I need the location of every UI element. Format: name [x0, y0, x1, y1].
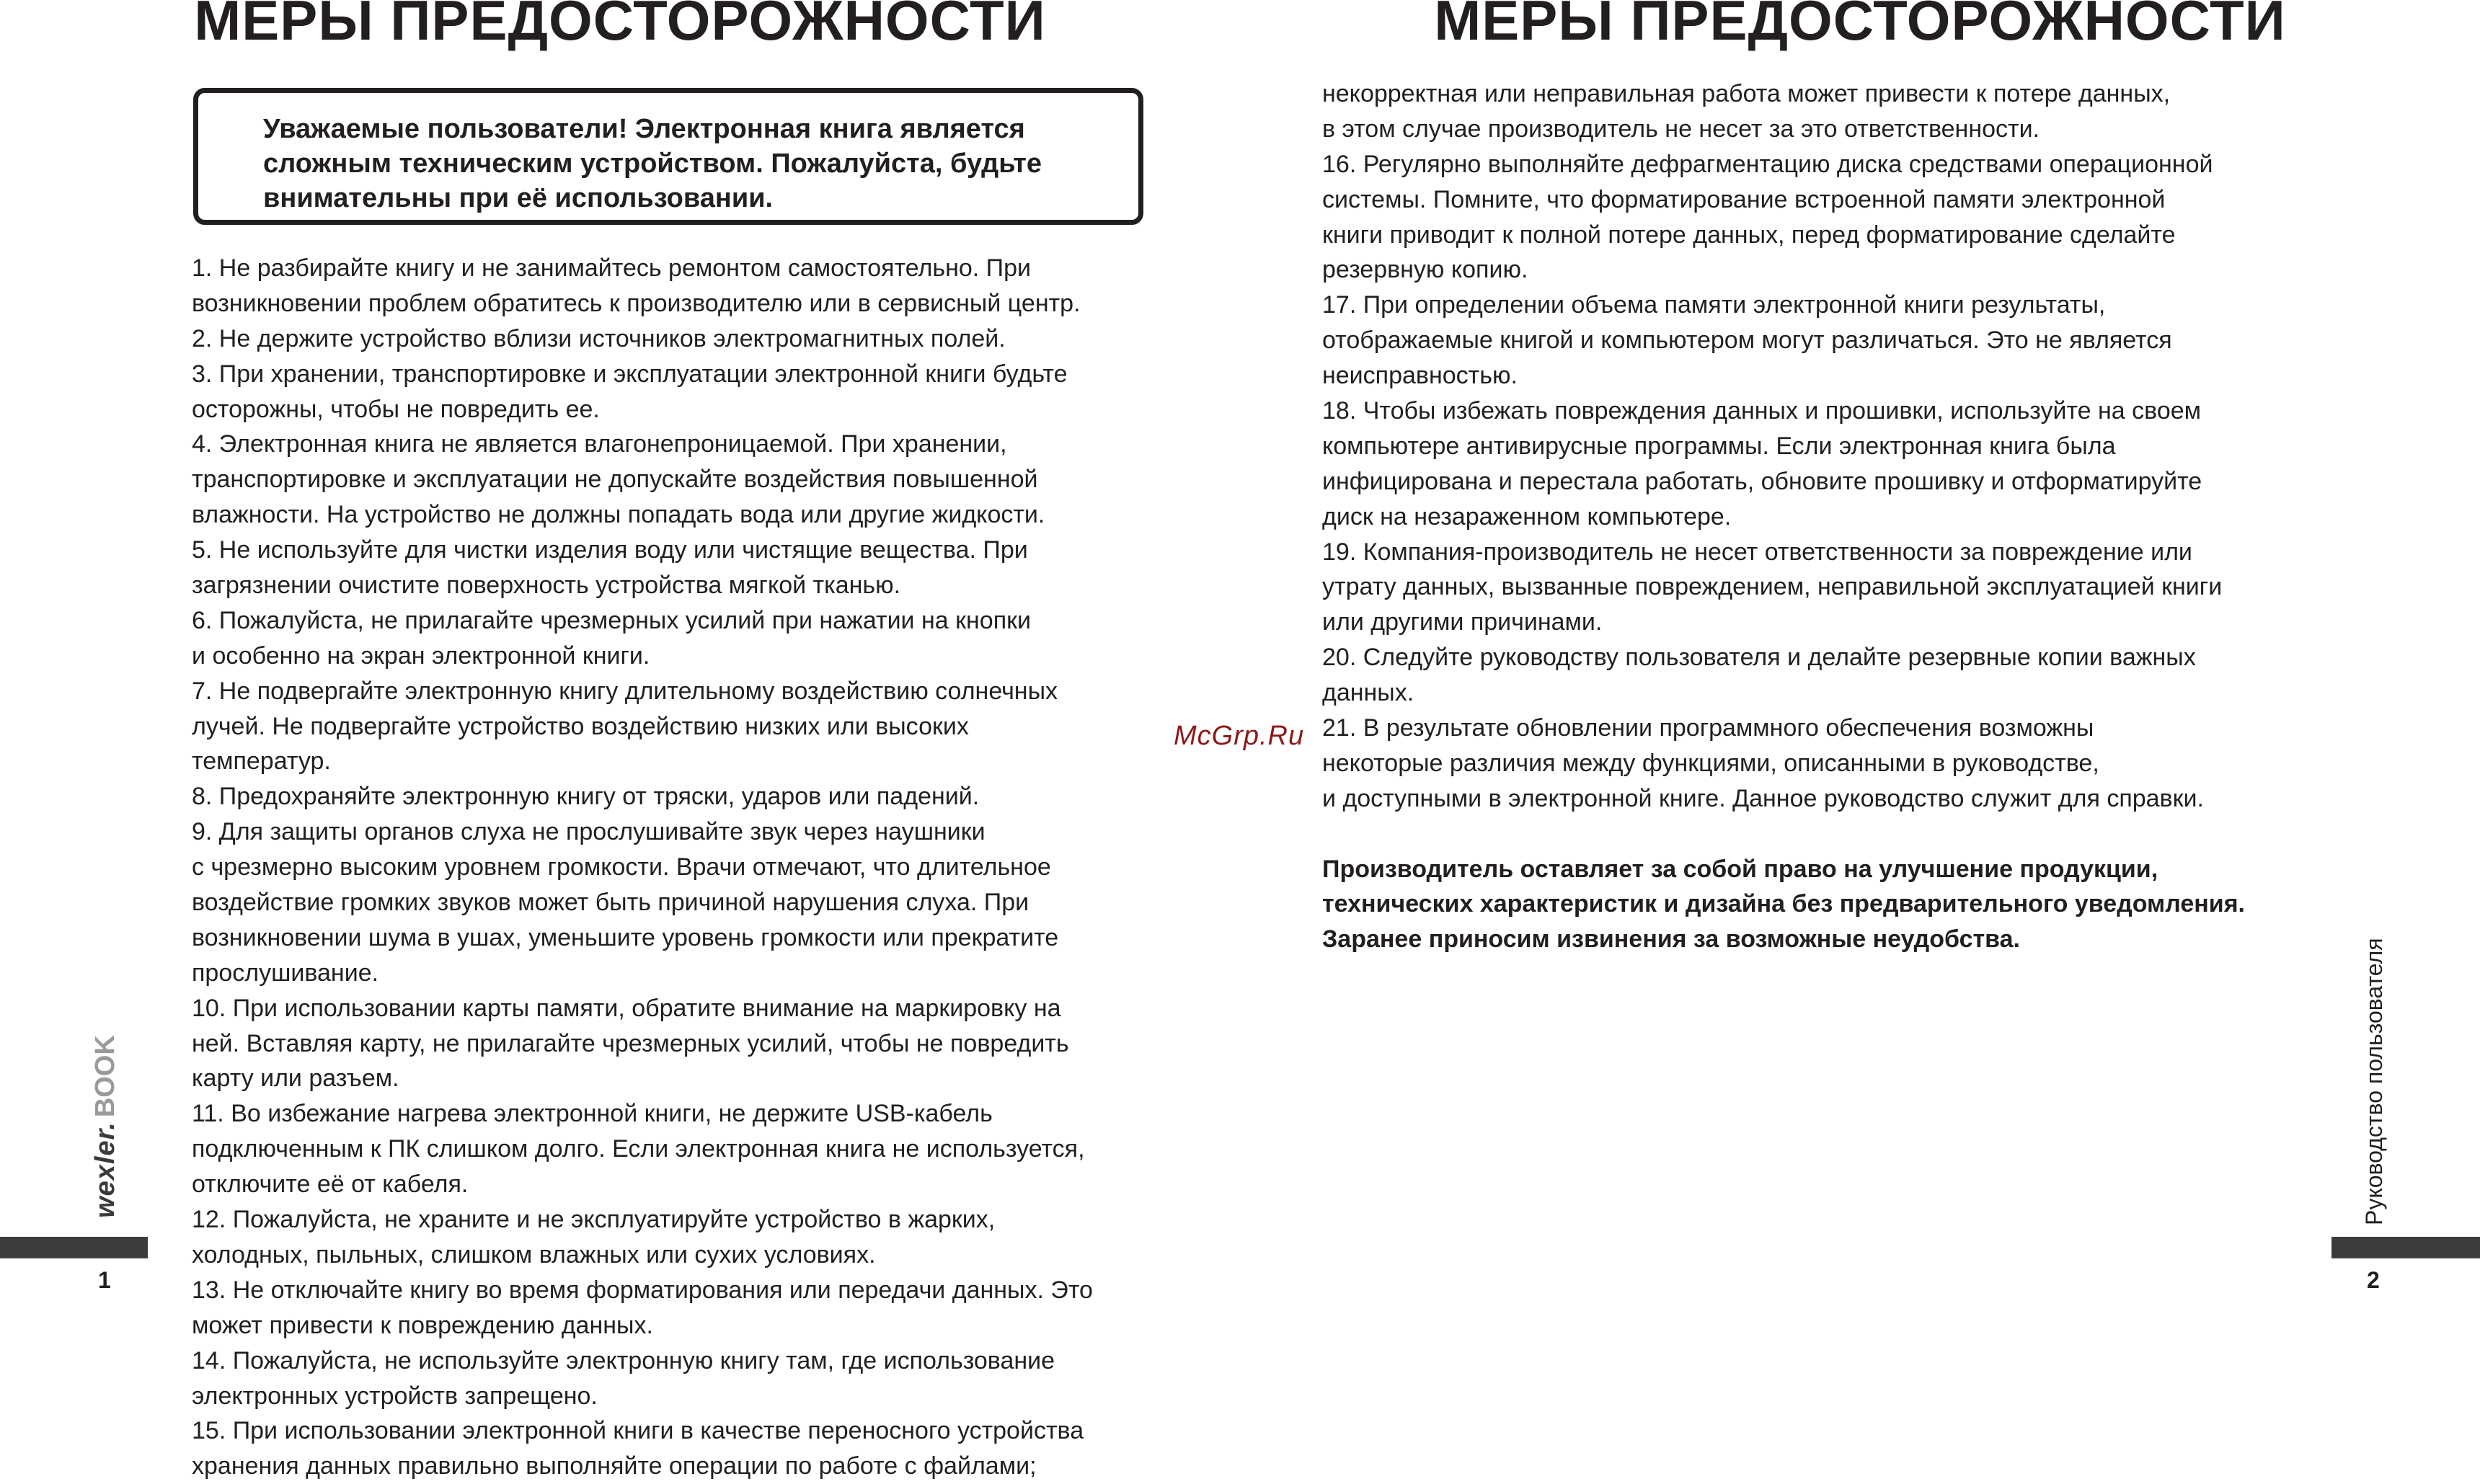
- text-line: прослушивание.: [192, 959, 379, 987]
- text-line: 18. Чтобы избежать повреждения данных и прошивки, используйте на своем: [1322, 397, 2202, 425]
- watermark: McGrp.Ru: [1174, 721, 1305, 751]
- text-line: возникновении шума в ушах, уменьшите уровень громкости или прекратите: [192, 923, 1059, 951]
- paragraph-gap: [1322, 817, 2331, 852]
- text-line: электронных устройств запрещено.: [192, 1382, 598, 1410]
- text-line: влажности. На устройство не должны попадать вода или другие жидкости.: [192, 501, 1045, 529]
- text-line: 15. При использовании электронной книги в качестве переносного устройства: [192, 1417, 1084, 1445]
- disclaimer-line: технических характеристик и дизайна без предварительного уведомления.: [1322, 890, 2245, 918]
- brand-name: wexler.: [90, 1121, 120, 1218]
- text-line: лучей. Не подвергайте устройство воздействию низких или высоких: [192, 712, 969, 740]
- text-line: 3. При хранении, транспортировке и эксплуатации электронной книги будьте: [192, 360, 1068, 388]
- text-line: может привести к повреждению данных.: [192, 1311, 653, 1339]
- text-line: диск на незараженном компьютере.: [1322, 502, 1732, 530]
- text-line: книги приводит к полной потере данных, перед форматирование сделайте: [1322, 221, 2176, 249]
- text-line: 13. Не отключайте книгу во время форматирования или передачи данных. Это: [192, 1276, 1093, 1304]
- text-line: ней. Вставляя карту, не прилагайте чрезмерных усилий, чтобы не повредить: [192, 1029, 1069, 1057]
- text-line: холодных, пыльных, слишком влажных или сухих условиях.: [192, 1240, 876, 1268]
- right-page: [1240, 0, 2480, 1480]
- text-line: 9. Для защиты органов слуха не прослушивайте звук через наушники: [192, 818, 986, 846]
- text-line: 8. Предохраняйте электронную книгу от тряски, ударов или падений.: [192, 783, 980, 811]
- text-line: 1. Не разбирайте книгу и не занимайтесь ремонтом самостоятельно. При: [192, 254, 1031, 282]
- text-line: хранения данных правильно выполняйте операции по работе с файлами;: [192, 1452, 1037, 1480]
- text-line: в этом случае производитель не несет за это ответственности.: [1322, 115, 2040, 143]
- text-line: осторожны, чтобы не повредить ее.: [192, 395, 600, 423]
- brand-logo: [89, 1035, 121, 1218]
- edge-bar-right: [2331, 1237, 2480, 1258]
- text-line: и доступными в электронной книге. Данное руководство служит для справки.: [1322, 784, 2204, 812]
- notice-line: внимательны при её использовании.: [263, 183, 774, 213]
- text-line: 11. Во избежание нагрева электронной книги, не держите USB-кабель: [192, 1100, 993, 1128]
- text-line: 2. Не держите устройство вблизи источников электромагнитных полей.: [192, 324, 1006, 352]
- text-line: 19. Компания-производитель не несет ответственности за повреждение или: [1322, 538, 2192, 566]
- notice-line: Уважаемые пользователи! Электронная книга является: [263, 114, 1025, 144]
- text-line: 14. Пожалуйста, не используйте электронную книгу там, где использование: [192, 1346, 1055, 1374]
- text-line: 7. Не подвергайте электронную книгу длительному воздействию солнечных: [192, 677, 1058, 705]
- text-line: температур.: [192, 747, 331, 776]
- text-line: данных.: [1322, 679, 1414, 707]
- text-line: карту или разъем.: [192, 1065, 399, 1093]
- text-line: 16. Регулярно выполняйте дефрагментацию диска средствами операционной: [1322, 150, 2213, 178]
- edge-bar-left: [0, 1237, 148, 1258]
- notice-line: сложным техническим устройством. Пожалуйста, будьте: [263, 148, 1042, 179]
- text-line: 10. При использовании карты памяти, обратите внимание на маркировку на: [192, 994, 1061, 1022]
- text-line: неисправностью.: [1322, 362, 1518, 390]
- text-line: воздействие громких звуков может быть причиной нарушения слуха. При: [192, 889, 1029, 917]
- text-line: 6. Пожалуйста, не прилагайте чрезмерных усилий при нажатии на кнопки: [192, 606, 1031, 634]
- text-line: возникновении проблем обратитесь к производителю или в сервисный центр.: [192, 289, 1081, 317]
- text-line: отключите её от кабеля.: [192, 1170, 469, 1199]
- text-line: 17. При определении объема памяти электронной книги результаты,: [1322, 291, 2106, 319]
- page-number-right: 2: [2367, 1267, 2380, 1293]
- text-line: 5. Не используйте для чистки изделия воду или чистящие вещества. При: [192, 536, 1028, 564]
- text-line: или другими причинами.: [1322, 608, 1603, 636]
- notice-box: [193, 88, 1143, 225]
- text-line: подключенным к ПК слишком долго. Если электронная книга не используется,: [192, 1135, 1085, 1163]
- text-line: компьютере антивирусные программы. Если электронная книга была: [1322, 432, 2116, 460]
- disclaimer-line: Производитель оставляет за собой право на улучшение продукции,: [1322, 855, 2158, 883]
- side-caption: Руководство пользователя: [2361, 938, 2387, 1225]
- page-number-left: 1: [98, 1267, 111, 1293]
- page-title-right: МЕРЫ ПРЕДОСТОРОЖНОСТИ: [1434, 0, 2286, 52]
- page-title-left: МЕРЫ ПРЕДОСТОРОЖНОСТИ: [194, 0, 1046, 52]
- text-line: и особенно на экран электронной книги.: [192, 641, 650, 670]
- text-line: некорректная или неправильная работа может привести к потере данных,: [1322, 80, 2171, 107]
- text-line: резервную копию.: [1322, 256, 1528, 284]
- left-page: [0, 0, 1240, 1480]
- text-line: системы. Помните, что форматирование встроенной памяти электронной: [1322, 185, 2166, 213]
- text-line: утрату данных, вызванные повреждением, неправильной эксплуатацией книги: [1322, 573, 2223, 601]
- text-line: некоторые различия между функциями, описанными в руководстве,: [1322, 749, 2099, 777]
- text-line: отображаемые книгой и компьютером могут различаться. Это не является: [1322, 326, 2172, 355]
- brand-suffix: BOOK: [90, 1035, 120, 1118]
- text-line: загрязнении очистите поверхность устройства мягкой тканью.: [192, 572, 901, 600]
- text-line: 21. В результате обновлении программного обеспечения возможны: [1322, 714, 2094, 742]
- text-line: 20. Следуйте руководству пользователя и делайте резервные копии важных: [1322, 644, 2196, 672]
- disclaimer-line: Заранее приносим извинения за возможные неудобства.: [1322, 925, 2020, 954]
- text-line: с чрезмерно высоким уровнем громкости. Врачи отмечают, что длительное: [192, 853, 1051, 881]
- text-line: транспортировке и эксплуатации не допускайте воздействия повышенной: [192, 466, 1038, 494]
- text-line: 12. Пожалуйста, не храните и не эксплуатируйте устройство в жарких,: [192, 1206, 996, 1234]
- text-line: инфицирована и перестала работать, обновите прошивку и отформатируйте: [1322, 467, 2202, 495]
- precautions-list-right: [1322, 76, 2331, 957]
- text-line: 4. Электронная книга не является влагонепроницаемой. При хранении,: [192, 430, 1007, 458]
- precautions-list-left: [192, 251, 1172, 1484]
